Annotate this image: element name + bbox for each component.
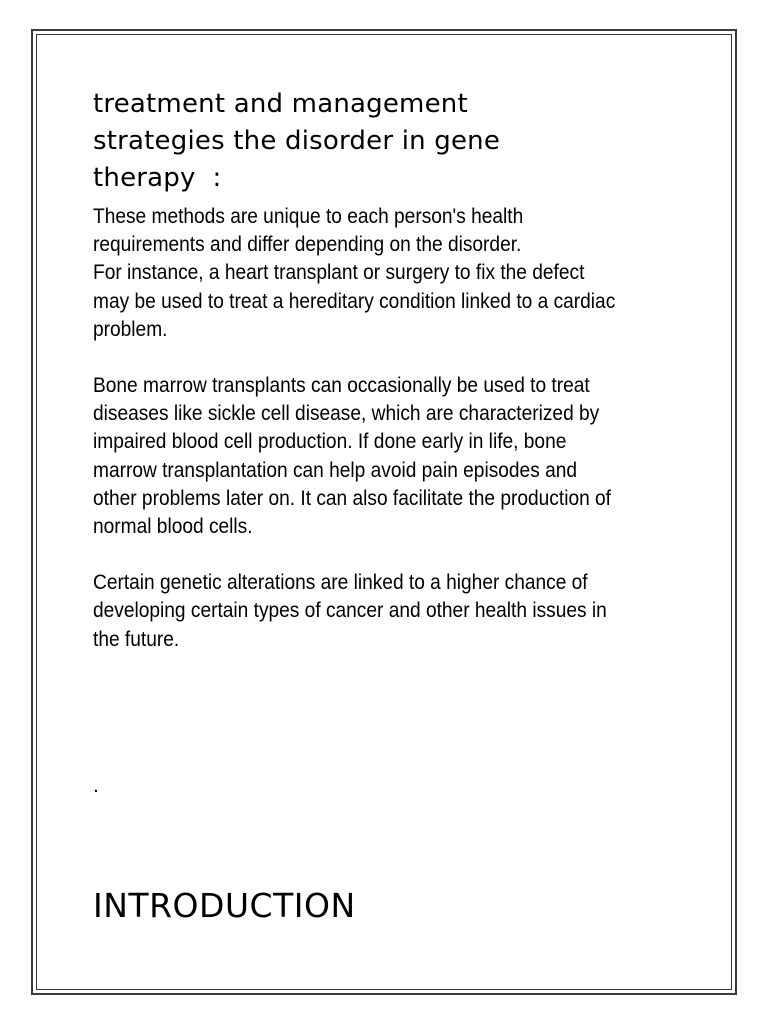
main-content xyxy=(93,86,683,653)
heading-line: treatment and management xyxy=(93,89,468,119)
text-line: impaired blood cell production. If done early in life, bone xyxy=(93,429,567,454)
text-line: the future. xyxy=(93,626,180,651)
stray-period: . xyxy=(93,774,99,797)
text-line: Bone marrow transplants can occasionally be used to treat xyxy=(93,373,590,398)
text-line: developing certain types of cancer and other health issues in xyxy=(93,598,607,623)
text-line: marrow transplantation can help avoid pain episodes and xyxy=(93,457,578,482)
text-line: may be used to treat a hereditary condition linked to a cardiac xyxy=(93,288,616,313)
paragraph-bone-marrow xyxy=(93,371,685,540)
text-line: diseases like sickle cell disease, which are characterized by xyxy=(93,401,600,426)
text-line: These methods are unique to each person's health xyxy=(93,204,524,228)
heading-line: strategies the disorder in gene xyxy=(93,126,501,156)
text-line: problem. xyxy=(93,316,168,341)
introduction-heading: INTRODUCTION xyxy=(93,886,356,925)
heading-line: therapy : xyxy=(93,163,222,193)
paragraph-gap xyxy=(93,343,683,371)
paragraph-gap xyxy=(93,540,683,568)
text-line: normal blood cells. xyxy=(93,514,253,539)
paragraph-health-requirements xyxy=(93,202,685,343)
paragraph-genetic-alterations xyxy=(93,568,685,653)
text-line: For instance, a heart transplant or surgery to fix the defect xyxy=(93,260,585,285)
text-line: Certain genetic alterations are linked to a higher chance of xyxy=(93,570,588,595)
text-line: requirements and differ depending on the disorder. xyxy=(93,232,522,257)
text-line: other problems later on. It can also facilitate the production of xyxy=(93,485,612,510)
section-heading xyxy=(93,86,683,197)
